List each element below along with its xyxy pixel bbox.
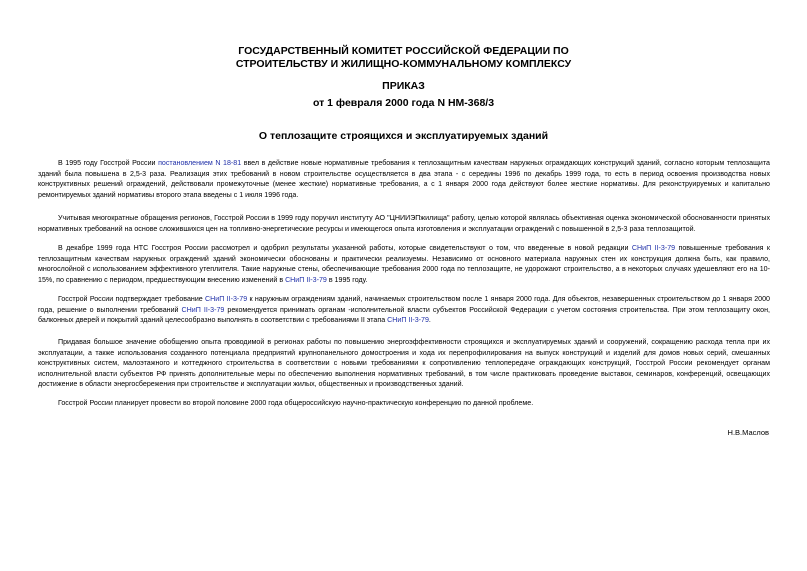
signature: Н.В.Маслов — [727, 428, 769, 437]
paragraph-1-text-a: В 1995 году Госстрой России — [58, 159, 159, 167]
decree-18-81-link[interactable]: постановлением N 18-81 — [158, 159, 242, 167]
snip-link[interactable]: СНиП II-3-79 — [387, 316, 429, 325]
paragraph-4 — [38, 294, 770, 326]
paragraph-3-text-b: повышенные требования к теплозащитным качествам наружных ограждений зданий экономически обоснованы и практически реализуемы. Независимо от основного материала наружных стен их конструкция должна быть, как правило, многослойной с использованием эффективного утеплителя. Такие наружные стены, обеспечивающие требования 2000 года по теплозащите, не удорожают строительство, а в некоторых случаях удешевляют его на 10-15%, по сравнению с периодом, предшествующим внесению изменений в — [38, 244, 771, 284]
paragraph-1-text-b: ввел в действие новые нормативные требования к теплозащитным качествам наружных ограждающих конструкций зданий, согласно которым теплозащита зданий была повышена в 2,5-3 раза. Реализация этих требований в новом строительстве осуществляется в два этапа - с середины 1996 по декабрь 1999 года, то есть в период освоения производства новых конструктивных решений ограждений, действовали промежуточные (менее жесткие) нормативные требования, а с 1 января 2000 года действуют более жесткие нормативы. Для реконструируемых и капитально ремонтируемых зданий нормативы второго этапа введены с 1 июля 1996 года. — [38, 159, 770, 199]
snip-link[interactable]: СНиП II-3-79 — [181, 305, 225, 314]
snip-link[interactable]: СНиП II-3-79 — [631, 244, 676, 252]
paragraph-2-text: Учитывая многократные обращения регионов, Госстрой России в 1999 году поручил институту АО "ЦНИИЭПжилища" работу, целью которой являлась объективная оценка экономической обоснованности принятых нормативных требований на основе сложившихся цен на топливно-энергетические ресурсы и имеющегося опыта изготовления и эксплуатации ограждений с повышенной в 2,5-3 раза теплозащитой. — [38, 214, 770, 233]
paragraph-3-text-c: в 1995 году. — [326, 275, 368, 284]
paragraph-5-text: Придавая большое значение обобщению опыта проводимой в регионах работы по повышению энергоэффективности строящихся и эксплуатируемых зданий и сооружений, сокращению расхода тепла при их эксплуатации, а также использования созданного потенциала предприятий крупнопанельного домостроения и хода их перепрофилирования на выпуск конструкций и изделий для домов новых серий, смешанных конструктивных систем, малоэтажного и коттеджного строительства в соответствии с новыми требованиями к сопротивлению теплопередаче ограждающих конструкций, Госстрой России рекомендует органам исполнительной власти субъектов РФ принять дополнительные меры по обеспечению выполнения нормативных требований, в том числе практиковать проведение выставок, семинаров, конференций, освещающих достижение в области энергосбережения при строительстве и эксплуатации жилых, общественных и производственных зданий. — [38, 338, 770, 389]
document-title: О теплозащите строящихся и эксплуатируемых зданий — [258, 130, 549, 142]
paragraph-3 — [38, 243, 770, 285]
document-type: ПРИКАЗ — [382, 80, 425, 92]
paragraph-4-text-c: рекомендуется принимать органам -исполнительной власти субъектов Российской Федерации с учетом состояния строительства. При этом теплозащиту окон, балконных дверей и покрытий зданий целесообразно выполнять в соответствии с требованиями II этапа — [38, 305, 770, 325]
paragraph-4-text-d: . — [428, 316, 431, 325]
paragraph-4-text-b: к наружным ограждениям зданий, начинаемых строительством после 1 января 2000 года. Для объектов, незавершенных строительством до 1 января 2000 года, решение о выполнении требований — [38, 295, 771, 314]
paragraph-2 — [38, 213, 770, 234]
paragraph-4-text-a: Госстрой России подтверждает требование — [58, 295, 206, 303]
paragraph-6 — [38, 398, 770, 409]
paragraph-3-text-a: В декабре 1999 года НТС Госстроя России рассмотрел и одобрил результаты указанной работы, которые свидетельствуют о том, что введенные в новой редакции — [58, 244, 632, 252]
paragraph-1 — [38, 158, 770, 200]
document-date-number: от 1 февраля 2000 года N НМ-368/3 — [312, 97, 495, 109]
org-name-line2: СТРОИТЕЛЬСТВУ И ЖИЛИЩНО-КОММУНАЛЬНОМУ КОМПЛЕКСУ — [235, 58, 572, 70]
paragraph-5 — [38, 337, 770, 390]
org-name-line1: ГОСУДАРСТВЕННЫЙ КОМИТЕТ РОССИЙСКОЙ ФЕДЕРАЦИИ ПО — [238, 45, 569, 57]
snip-link[interactable]: СНиП II-3-79 — [285, 275, 327, 284]
snip-link[interactable]: СНиП II-3-79 — [205, 295, 248, 303]
paragraph-6-text: Госстрой России планирует провести во второй половине 2000 года общероссийскую научно-практическую конференцию по данной проблеме. — [58, 399, 534, 407]
